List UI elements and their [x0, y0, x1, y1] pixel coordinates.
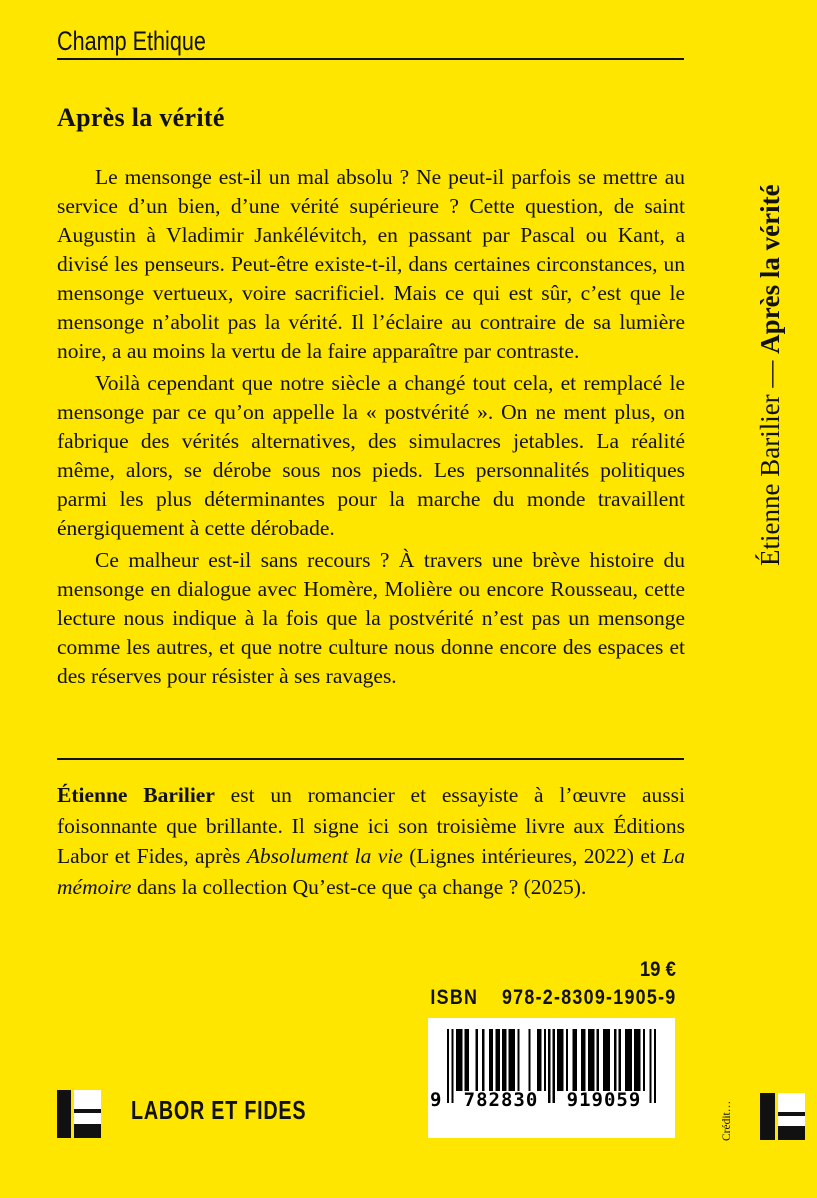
- isbn-line: [430, 986, 676, 1010]
- logo-right-column: [74, 1090, 101, 1138]
- book-reference: La mémoire: [57, 844, 685, 899]
- barcode-digit-group: 782830: [463, 1089, 539, 1111]
- book-reference: Absolument la vie: [246, 844, 403, 868]
- barcode-panel: [428, 1018, 675, 1138]
- isbn-number: 978-2-8309-1905-9: [501, 986, 676, 1009]
- logo-left-bar: [760, 1093, 775, 1140]
- logo-right-column: [778, 1093, 805, 1140]
- logo-white-block: [778, 1116, 805, 1126]
- author-bio: [57, 780, 685, 902]
- isbn-label: ISBN: [429, 986, 478, 1009]
- blurb-paragraph: Ce malheur est-il sans recours ? À travers une brève histoire du mensonge en dialogue avec Homère, Molière ou encore Rousseau, cette lecture nous indique à la fois que la postvérité n’est pas un mensonge comme les autres, et que notre culture nous donne encore des espaces et des réserves pour résister à ses ravages.: [57, 548, 685, 688]
- logo-left-bar: [57, 1090, 71, 1138]
- price: 19 €: [640, 958, 676, 981]
- barcode-digit-group: 919059: [566, 1089, 642, 1111]
- author-name: Étienne Barilier: [57, 783, 215, 807]
- logo-white-block: [74, 1113, 101, 1124]
- logo-black-block: [74, 1124, 101, 1138]
- spine-text: [750, 91, 791, 566]
- publisher-name: LABOR ET FIDES: [131, 1095, 307, 1125]
- logo-white-block: [74, 1090, 101, 1109]
- bio-text: dans la collection Qu’est-ce que ça change ? (2025).: [131, 874, 587, 899]
- blurb-paragraph: Voilà cependant que notre siècle a changé tout cela, et remplacé le mensonge par ce qu’on appelle la « postvérité ». On ne ment plus, on fabrique des vérités alternatives, des simulacres jetables. La réalité même, alors, se dérobe sous nos pieds. Les personnalités politiques parmi les plus déterminantes pour la marche du monde travaillent énergiquement à cette dérobade.: [57, 371, 685, 540]
- spine-author: Étienne Barilier: [755, 387, 785, 566]
- bio-rule: [57, 758, 684, 760]
- blurb-paragraph: Le mensonge est-il un mal absolu ? Ne peut-il parfois se mettre au service d’un bien, d’une vérité supérieure ? Cette question, de saint Augustin à Vladimir Jankélévitch, en passant par Pascal ou Kant, a divisé les penseurs. Peut-être existe-t-il, dans certaines circonstances, un mensonge vertueux, voire sacrificiel. Mais ce qui est sûr, c’est que le mensonge n’abolit pas la vérité. Il l’éclaire au contraire de sa lumière noire, a au moins la vertu de la faire apparaître par contraste.: [57, 165, 685, 363]
- spine-title: Après la vérité: [755, 184, 785, 354]
- collection-label: Champ Ethique: [57, 26, 206, 56]
- back-cover-blurb: [57, 163, 685, 694]
- spine-separator: —: [755, 353, 785, 388]
- barcode-digit-first: 9: [430, 1089, 443, 1111]
- bio-text: (Lignes intérieures, 2022) et: [402, 844, 663, 868]
- credit-note: Crédit…: [721, 1100, 733, 1141]
- header-rule: [57, 58, 684, 60]
- book-title: Après la vérité: [57, 103, 225, 132]
- bio-text: est un romancier et essayiste à l’œuvre aussi foisonnante que brillante. Il signe ici son troisième livre aux Éditions Labor et Fides, après: [57, 783, 685, 868]
- logo-black-block: [778, 1126, 805, 1140]
- labor-et-fides-logo-small-icon: [760, 1093, 805, 1140]
- labor-et-fides-logo-icon: [57, 1090, 101, 1138]
- logo-white-block: [778, 1093, 805, 1112]
